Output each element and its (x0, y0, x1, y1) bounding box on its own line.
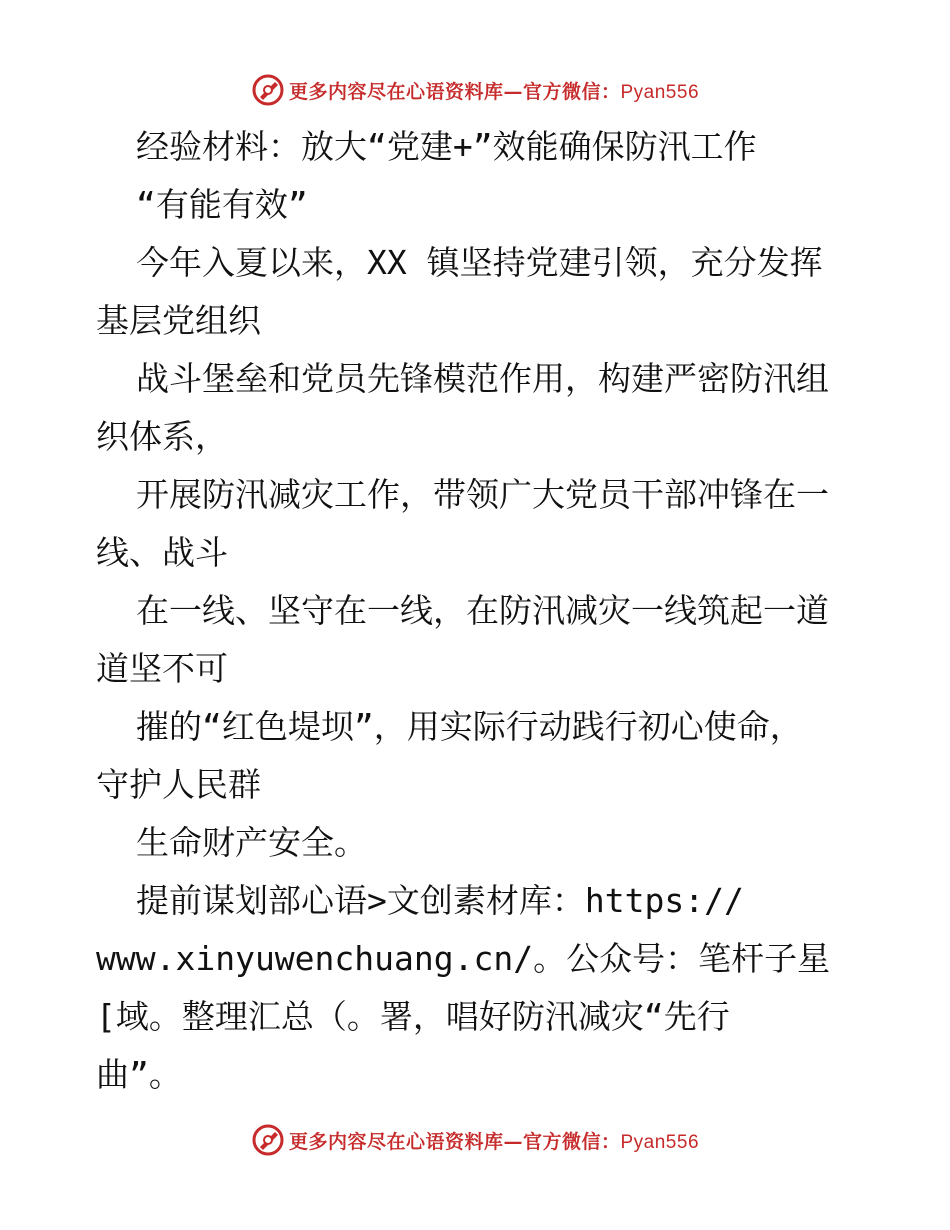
footer-banner-text: 更多内容尽在心语资料库—官方微信：Pyan556 (288, 1130, 700, 1153)
document-body (96, 118, 856, 1104)
header-banner-text: 更多内容尽在心语资料库—官方微信：Pyan556 (288, 80, 700, 103)
header-banner (0, 70, 950, 110)
paragraph-line: 战斗堡垒和党员先锋模范作用，构建严密防汛组 (136, 359, 829, 398)
doc-title-line-1: 经验材料：放大“党建+”效能确保防汛工作 (136, 127, 757, 166)
paragraph-line: 提前谋划部心语>文创素材库：https:// (136, 881, 744, 920)
footer-wechat-id: Pyan556 (620, 1131, 700, 1153)
paragraph-line: 在一线、坚守在一线，在防汛减灾一线筑起一道 (136, 591, 829, 630)
logo-icon (251, 1123, 285, 1157)
doc-title-line-2: “有能有效” (136, 185, 308, 224)
paragraph-line: 今年入夏以来，XX 镇坚持党建引领，充分发挥 (136, 243, 823, 282)
paragraph-line: 摧的“红色堤坝”，用实际行动践行初心使命， (136, 707, 803, 746)
footer-banner (0, 1120, 950, 1160)
paragraph-line: 织体系， (96, 417, 228, 456)
paragraph-line: 道坚不可 (96, 649, 228, 688)
paragraph-line: 守护人民群 (96, 765, 261, 804)
paragraph-line: 基层党组织 (96, 301, 261, 340)
paragraph-line: 开展防汛减灾工作，带领广大党员干部冲锋在一 (136, 475, 829, 514)
header-wechat-id: Pyan556 (620, 81, 700, 103)
paragraph-line: www.xinyuwenchuang.cn/。公众号：笔杆子星 (96, 939, 831, 978)
paragraph-line: 线、战斗 (96, 533, 228, 572)
paragraph-line: 生命财产安全。 (136, 823, 367, 862)
logo-icon (251, 73, 285, 107)
paragraph-line: 曲”。 (96, 1055, 182, 1094)
paragraph-line: [域。整理汇总（。署，唱好防汛减灾“先行 (96, 997, 730, 1036)
